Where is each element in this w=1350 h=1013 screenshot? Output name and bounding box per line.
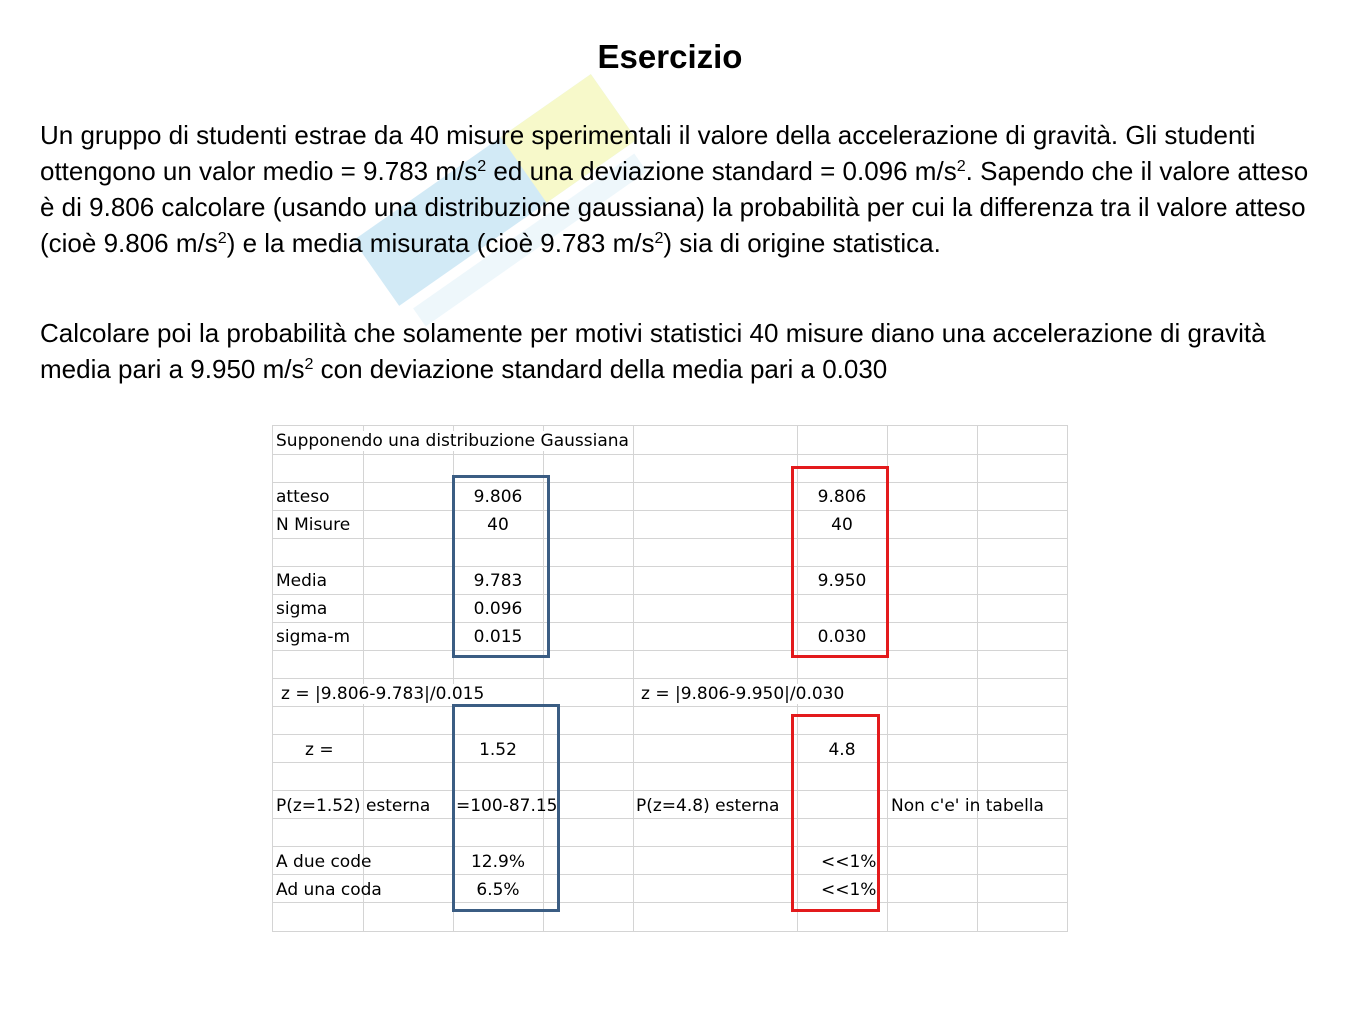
case2-n: 40 — [831, 515, 853, 535]
grid-row-line — [273, 762, 1067, 763]
p1-text-5: ) sia di origine statistica. — [663, 228, 941, 258]
grid-row-line — [273, 706, 1067, 707]
label-media: Media — [276, 571, 328, 591]
superscript: 2 — [217, 229, 227, 248]
red-highlight-box-top — [791, 466, 889, 658]
case1-due-code: 12.9% — [470, 852, 525, 872]
grid-row-line — [273, 678, 1067, 679]
grid-row-line — [273, 594, 1067, 595]
spreadsheet-image — [272, 425, 1068, 932]
label-sigma-m: sigma-m — [276, 627, 351, 647]
case1-p: =100-87.15 — [456, 796, 558, 816]
label-atteso: atteso — [276, 487, 330, 507]
superscript: 2 — [956, 157, 966, 176]
grid-row-line — [273, 454, 1067, 455]
case1-atteso: 9.806 — [473, 487, 523, 507]
sheet-header: Supponendo una distribuzione Gaussiana — [276, 431, 633, 451]
superscript: 2 — [654, 229, 664, 248]
grid-row-line — [273, 790, 1067, 791]
label-p-right: P(z=4.8) esterna — [636, 796, 780, 816]
p1-text-2: ed una deviazione standard = 0.096 m/s — [486, 156, 957, 186]
exercise-paragraph-1 — [40, 117, 1310, 261]
superscript: 2 — [304, 355, 314, 374]
case1-n: 40 — [487, 515, 509, 535]
grid-row-line — [273, 482, 1067, 483]
grid-row-line — [273, 734, 1067, 735]
case1-sigma: 0.096 — [473, 599, 523, 619]
grid-row-line — [273, 874, 1067, 875]
label-p-left: P(z=1.52) esterna — [276, 796, 431, 816]
p2-text-1: Calcolare poi la probabilità che solamente per motivi statistici 40 misure diano una accelerazione di gravità media pari a 9.950 m/s — [40, 318, 1266, 384]
label-due-code: A due code — [276, 852, 372, 872]
case2-sigma-m: 0.030 — [817, 627, 867, 647]
case2-due-code: <<1% — [821, 852, 877, 872]
case2-atteso: 9.806 — [817, 487, 867, 507]
blue-highlight-box-top — [452, 475, 550, 658]
p2-text-2: con deviazione standard della media pari a 0.030 — [313, 354, 888, 384]
red-highlight-box-bottom — [791, 714, 880, 912]
case2-una-coda: <<1% — [821, 880, 877, 900]
grid-row-line — [273, 622, 1067, 623]
label-sigma: sigma — [276, 599, 328, 619]
label-z: z = — [305, 740, 334, 760]
p1-text-4: ) e la media misurata (cioè 9.783 m/s — [226, 228, 655, 258]
formula-left: z = |9.806-9.783|/0.015 — [281, 684, 487, 704]
grid-row-line — [273, 510, 1067, 511]
case1-z: 1.52 — [479, 740, 517, 760]
grid-row-line — [273, 846, 1067, 847]
case1-media: 9.783 — [473, 571, 523, 591]
note-not-in-table: Non c'e' in tabella — [891, 796, 1044, 816]
label-n-misure: N Misure — [276, 515, 351, 535]
case1-sigma-m: 0.015 — [473, 627, 523, 647]
superscript: 2 — [477, 157, 487, 176]
grid-row-line — [273, 538, 1067, 539]
case1-una-coda: 6.5% — [476, 880, 520, 900]
exercise-paragraph-2 — [40, 315, 1310, 387]
case2-media: 9.950 — [817, 571, 867, 591]
formula-right: z = |9.806-9.950|/0.030 — [641, 684, 847, 704]
label-una-coda: Ad una coda — [276, 880, 382, 900]
grid-row-line — [273, 650, 1067, 651]
grid-row-line — [273, 566, 1067, 567]
p1-text-3: . Sapendo che il valore atteso è di 9.806 calcolare (usando una distribuzione gaussiana) la probabilità per cui la differenza tra il valore atteso (cioè 9.806 m/s — [40, 156, 1309, 258]
p1-text-1: Un gruppo di studenti estrae da 40 misure sperimentali il valore della accelerazione di gravità. Gli studenti ottengono un valor medio = 9.783 m/s — [40, 120, 1256, 186]
grid-row-line — [273, 902, 1067, 903]
page-title: Esercizio — [597, 38, 743, 75]
grid-row-line — [273, 818, 1067, 819]
blue-highlight-box-bottom — [452, 704, 560, 912]
case2-z: 4.8 — [828, 740, 856, 760]
